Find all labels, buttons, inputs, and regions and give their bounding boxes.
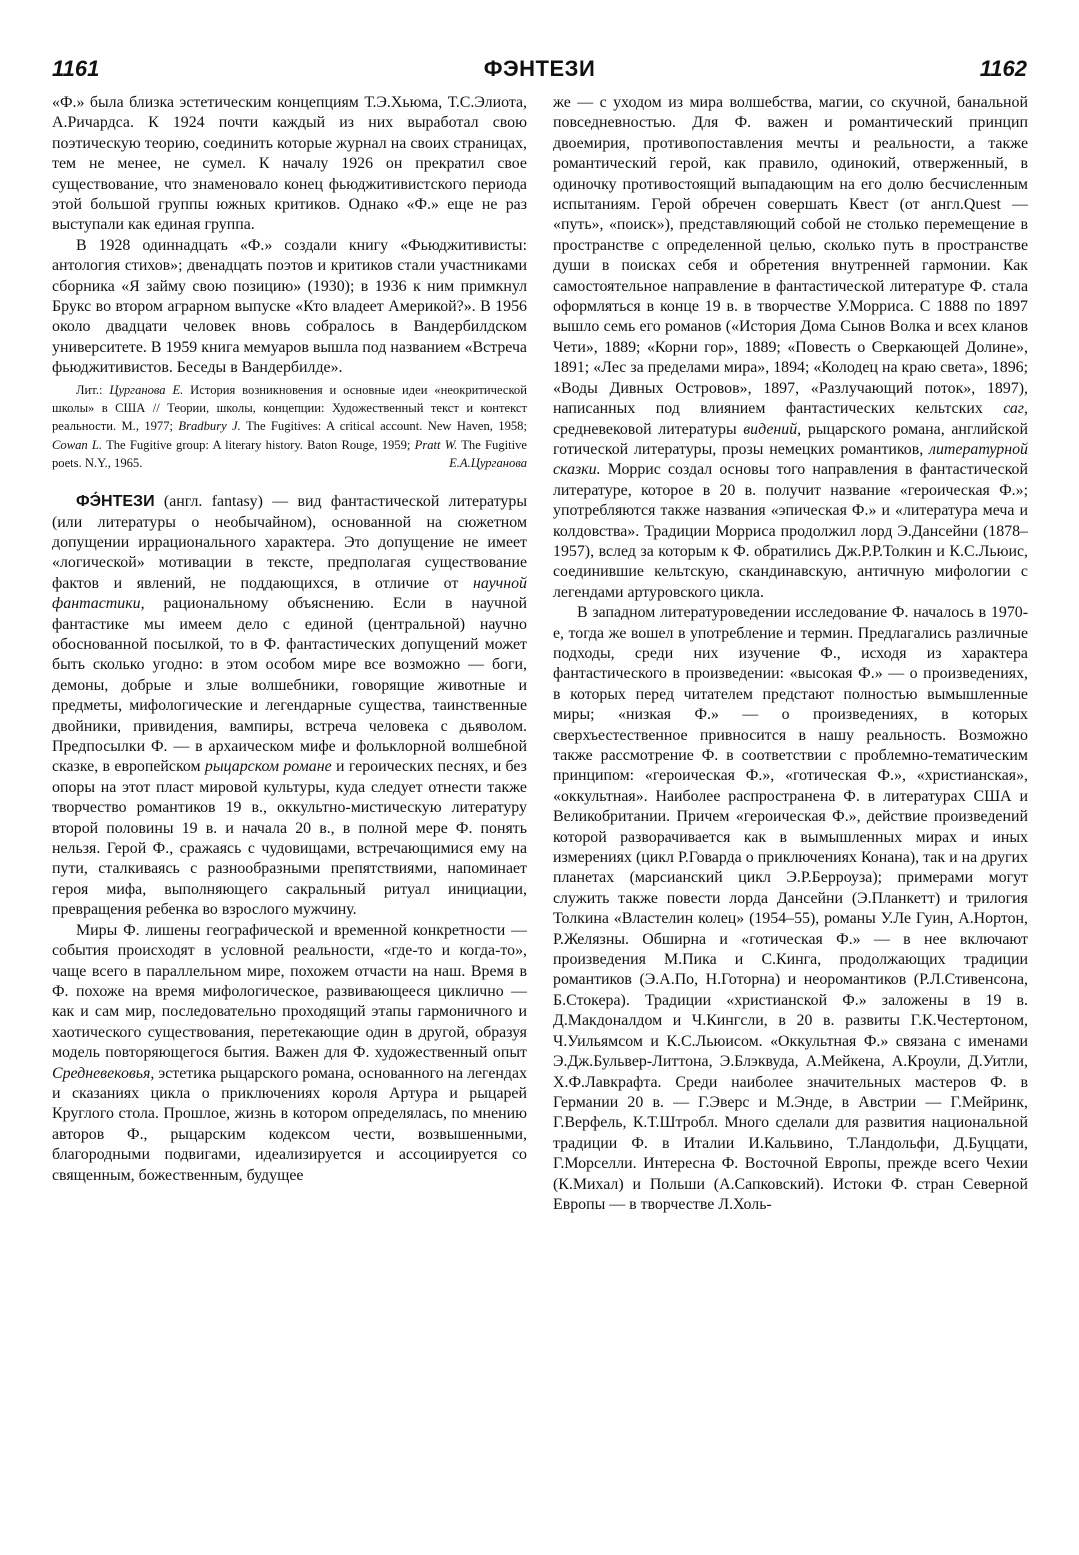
paragraph: В западном литературоведении исследование Ф. началось в 1970-е, тогда же вошел в употребление и термин. Предлагались различные подходы, среди них изучение Ф., исходя из характера фантастического в произведении: «высокая Ф.» — о произведениях, в которых перед читателем предстают полностью вымышленные миры; «низкая Ф.» — о произведениях, в которых сверхъестественное привносится в нашу реальность. Возможно также рассмотрение Ф. в соответствии с проблемно-тематическим принципом: «героическая Ф.», «готическая Ф.», «христианская», «оккультная». Наиболее распространена Ф. в литературах США и Великобритании. Причем «героическая Ф.», действие произведений которой разворачивается как в вымышленных мирах и иных измерениях (цикл Р.Говарда о приключениях Конана), так и на других планетах (марсианский цикл Э.Р.Берроуза); примерами могут служить также повести лорда Дансейни (Э.Планкетт) и трилогия Толкина «Властелин колец» (1954–55), романы У.Ле Гуин, А.Нортон, Р.Желязны. Обширна и «готическая Ф.» — в нее включают произведения М.Пика и С.Кинга, продолжающих традиции романтиков (Э.А.По, Н.Готорна) и неоромантиков (Р.Л.Стивенсона, Б.Стокера). Традиции «христианской Ф.» заложены в 19 в. Д.Макдоналдом и Ч.Кингсли, в 20 в. развиты Г.К.Честертоном, Ч.Уильямсом и К.С.Льюисом. «Оккультная Ф.» связана с именами Э.Дж.Бульвер-Литтона, Э.Блэквуда, А.Мейкена, А.Кроули, Д.Уитли, Х.Ф.Лавкрафта. Среди наиболее значительных мастеров Ф. в Германии 20 в. — Г.Эверс и М.Энде, в Австрии — Г.Мейринк, Г.Верфель, К.Т.Штробл. Много сделали для развития национальной традиции Ф. в Италии И.Кальвино, Т.Ландольфи, Д.Буццати, Г.Морселли. Интересна Ф. Восточной Европы, прежде всего Чехии (К.Михал) и Польши (А.Сапковский). Истоки Ф. стран Северной Европы — в творчестве Л.Холь-	[553, 604, 1028, 1213]
running-title: ФЭНТЕЗИ	[483, 56, 596, 81]
right-column	[553, 93, 1028, 1533]
lit-title: История возникновения и основные идеи «неокритической школы» в США // Теории, школы, концепции: Художественный текст и контекст реальности. М., 1977;	[52, 382, 527, 434]
lit-label: Лит.:	[76, 382, 103, 397]
article-signature: Е.А.Цурганова	[449, 455, 527, 470]
cross-reference: научной фантастики,	[52, 574, 527, 613]
page-number-right: 1162	[979, 56, 1027, 81]
paragraph	[52, 921, 527, 1186]
paragraph: В 1928 одиннадцать «Ф.» создали книгу «Фьюджитивисты: антология стихов»; двенадцать поэтов и критиков стали участниками сборника «Я займу свою позицию» (1930); в 1936 к ним примкнул Брукс во втором аграрном выпуске «Кто владеет Америкой?». В 1956 около двадцати человек вновь собралось в Вандербилдском университете. В 1959 книга мемуаров вышла под названием «Встреча фьюджитивистов. Беседы в Вандербилде».	[52, 236, 527, 377]
paragraph-text: Миры Ф. лишены географической и временной конкретности — события происходят в условной реальности, «где-то и когда-то», чаще всего в параллельном мире, похожем отчасти на наш. Время в Ф. похоже на время мифологическое, развивающееся циклично — как и сам мир, последовательно проходящий этапы гармоничного и хаотического существования, перетекающие один в другой, образуя модель повторяющегося бытия. Важен для Ф. художественный опыт	[52, 921, 527, 1062]
lit-title: The Fugitive poets. N.Y., 1965.	[52, 437, 527, 470]
lit-title: The Fugitive group: A literary history. Baton Rouge, 1959;	[106, 437, 411, 452]
entry-text: (англ. fantasy) — вид фантастической литературы (или литературы о необычайном), основанной на сюжетном допущении иррационального характера. Это допущение не имеет «логической» мотивации в тексте, предполагая существование фактов и явлений, не поддающихся, в отличие от	[52, 493, 527, 592]
cross-reference: Средневековья,	[52, 1064, 155, 1082]
dictionary-entry	[52, 492, 527, 921]
lit-author: Цурганова Е.	[109, 382, 184, 397]
entry-text: рациональному объяснению. Если в научной фантастике мы имеем дело с единой (центральной) научно обоснованной посылкой, то в Ф. фантастических допущений может быть сколько угодно: в этом особом мире все возможно — боги, демоны, добрые и злые волшебники, говорящие животные и предметы, мифологические и легендарные существа, таинственные двойники, привидения, вампиры, встреча человека с дьяволом. Предпосылки Ф. — в архаическом мифе и фольклорной волшебной сказке, в европейском	[52, 595, 527, 776]
paragraph-text: средневековой литературы	[553, 420, 737, 438]
paragraph-text: рыцарского романа, английской готической литературы, прозы немецких романтиков,	[553, 420, 1028, 458]
lit-author: Cowan L.	[52, 437, 103, 452]
paragraph: «Ф.» была близка эстетическим концепциям Т.Э.Хьюма, Т.С.Элиота, А.Ричардса. К 1924 почти каждый из них выработал свою поэтическую теорию, соединить которые журнал на своих страницах, тем не менее, не сумел. К началу 1926 он прекратил свое существование, что знаменовало конец фьюджитивистского периода этой большой группы южных критиков. Однако «Ф.» еще не раз выступали как единая группа.	[52, 94, 527, 234]
paragraph-text: же — с уходом из мира волшебства, магии, со скучной, банальной повседневностью. Для Ф. важен и романтический принцип двоемирия, противопоставления мечты и реальности, а также романтический герой, как правило, одинокий, отверженный, в одиночку противостоящий выпадающим на его долю бесчисленным испытаниям. Герой обречен совершать Квест (от англ.Quest — «путь», «поиск»), представляющий собой не столько перемещение в пространстве с определенной целью, сколько путь в пространстве души в поисках себя и обретения внутренней гармонии. Как самостоятельное направление в фантастической литературе Ф. стала оформляться в конце 19 в. в творчестве У.Морриса. С 1888 по 1897 вышло семь его романов («История Дома Сынов Волка и всех кланов Чети», 1889; «Корни гор», 1889; «Повесть о Сверкающей Долине», 1891; «Лес за пределами мира», 1894; «Колодец на краю света», 1896; «Воды Дивных Островов», 1897, «Разлучающий поток», 1897), написанных под влиянием фантастических кельтских	[553, 94, 1028, 418]
left-column	[52, 93, 527, 1533]
page-number-left: 1161	[52, 56, 100, 81]
lit-title: The Fugitives: A critical account. New Haven, 1958;	[245, 419, 527, 434]
cross-reference: литературной сказки.	[553, 440, 1028, 479]
entry-headword: ФЭ́НТЕЗИ	[76, 493, 155, 511]
cross-reference: саг,	[1003, 400, 1028, 418]
bibliography	[52, 381, 527, 472]
page-header	[52, 56, 1027, 86]
paragraph	[553, 93, 1028, 603]
entry-text: и героических песнях, и без опоры на этот пласт мировой культуры, куда следует отнести также творчество романтиков 19 в., оккультно-мистическую литературу второй половины 19 в. и начала 20 в., в полной мере Ф. понять нельзя. Герой Ф., сражаясь с чудовищами, встречающимися ему на пути, сталкиваясь с разнообразными препятствиями, напоминает героя мифа, выполняющего сакральный ритуал инициации, превращения ребенка во взрослого мужчину.	[52, 758, 527, 919]
cross-reference: видений,	[743, 420, 802, 438]
paragraph-text: эстетика рыцарского романа, основанного на легендах и сказаниях цикла о приключениях короля Артура и рыцарей Круглого стола. Прошлое, жизнь в котором определялась, по мнению авторов Ф., рыцарским кодексом чести, возвышенными, благородными подвигами, идеализируется и ассоциируется со священным, божественным, будущее	[52, 1064, 527, 1184]
cross-reference: рыцарском романе	[204, 758, 332, 776]
lit-author: Bradbury J.	[178, 419, 241, 434]
lit-author: Pratt W.	[414, 437, 458, 452]
paragraph-text: Моррис создал основы того направления в фантастической литературе, которое в 20 в. получит название «героическая Ф.»; употребляются также названия «эпическая Ф.» и «литература меча и колдовства». Традиции Морриса продолжил лорд Э.Дансейни (1878–1957), вслед за которым к Ф. обратились Дж.Р.Р.Толкин и К.С.Льюис, соединившие кельтскую, скандинавскую, античную мифологии с легендами артуровского цикла.	[553, 461, 1028, 601]
